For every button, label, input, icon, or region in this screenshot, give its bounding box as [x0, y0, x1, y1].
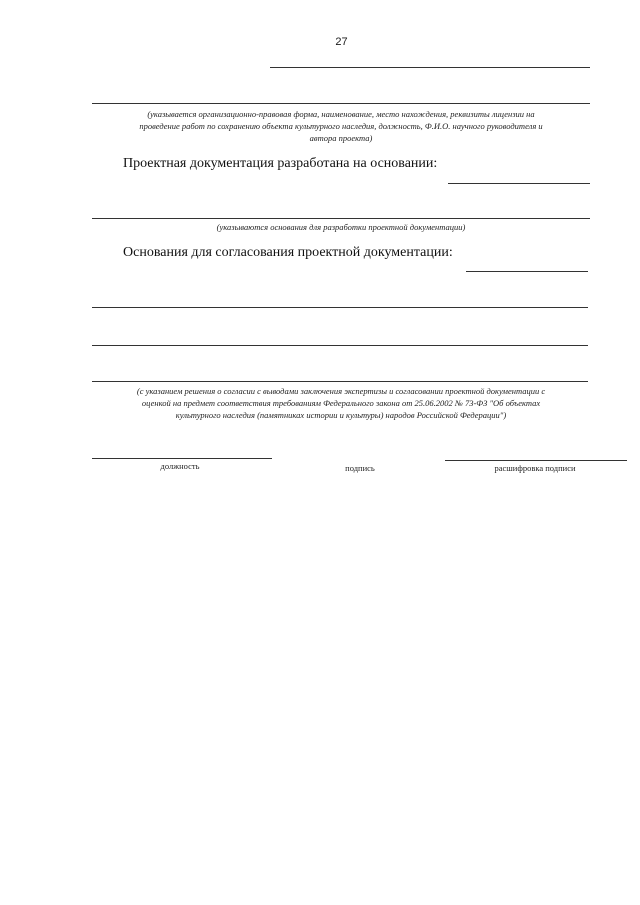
approval-line-4: [92, 381, 588, 382]
approval-line-1: [466, 271, 588, 272]
position-line: [92, 458, 272, 459]
basis-heading: Проектная документация разработана на основании:: [123, 156, 438, 171]
position-label: должность: [160, 461, 200, 471]
approval-line-2: [92, 307, 588, 308]
approval-note: [92, 385, 590, 421]
approval-note-line-2: оценкой на предмет соответствия требованиям Федерального закона от 25.06.2002 № 73-ФЗ "Об объектах: [141, 398, 541, 408]
approval-note-line-1: (с указанием решения о согласии с выводами заключения экспертизы и согласовании проектной документации с: [136, 386, 546, 396]
organization-line-2: [92, 103, 590, 104]
page-number: 27: [335, 36, 348, 48]
organization-line-1: [270, 67, 590, 68]
signature-label: подпись: [345, 463, 375, 473]
basis-note: (указываются основания для разработки проектной документации): [216, 222, 466, 232]
decryption-line: [445, 460, 627, 461]
approval-heading: Основания для согласования проектной документации:: [123, 245, 453, 260]
decryption-label: расшифровка подписи: [494, 463, 576, 473]
approval-line-3: [92, 345, 588, 346]
organization-note-line-1: (указывается организационно-правовая форма, наименование, место нахождения, реквизиты лицензии на: [147, 109, 535, 119]
basis-line-2: [92, 218, 590, 219]
approval-note-line-3: культурного наследия (памятниках истории и культуры) народов Российской Федерации"): [175, 410, 507, 420]
organization-note-line-2: проведение работ по сохранению объекта культурного наследия, должность, Ф.И.О. научного руководителя и: [139, 121, 543, 131]
organization-note: [92, 108, 590, 144]
basis-line-1: [448, 183, 590, 184]
organization-note-line-3: автора проекта): [309, 133, 373, 143]
